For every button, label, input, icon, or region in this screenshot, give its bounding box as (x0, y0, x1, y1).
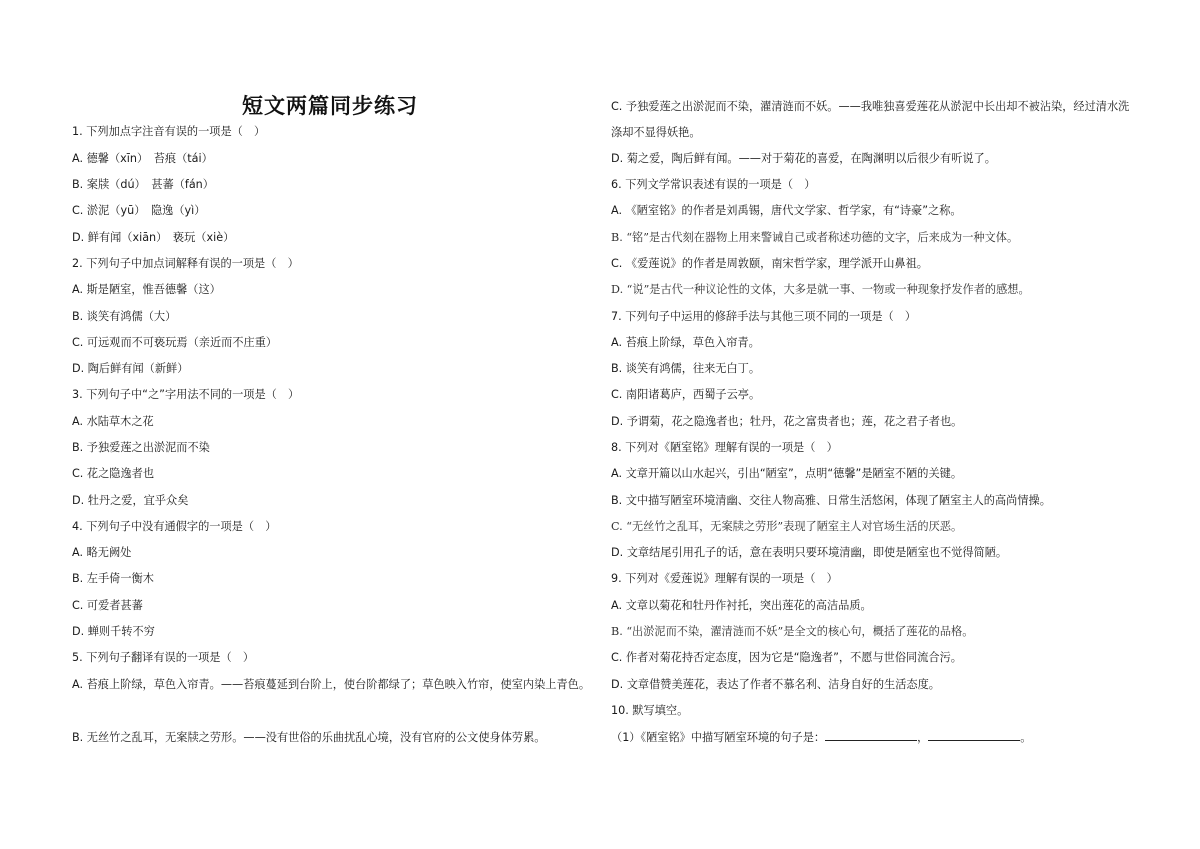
question-1: 1. 下列加点字注音有误的一项是（ ） (72, 125, 266, 138)
q3-option-d: D. 牡丹之爱，宜乎众矣 (72, 494, 189, 507)
question-8: 8. 下列对《陋室铭》理解有误的一项是（ ） (611, 441, 838, 454)
q5-option-b: B. 无丝竹之乱耳，无案牍之劳形。——没有世俗的乐曲扰乱心境，没有官府的公文使身体劳累。 (72, 731, 546, 744)
question-10: 10. 默写填空。 (611, 704, 689, 717)
question-9: 9. 下列对《爱莲说》理解有误的一项是（ ） (611, 572, 838, 585)
question-7: 7. 下列句子中运用的修辞手法与其他三项不同的一项是（ ） (611, 310, 917, 323)
page-title: 短文两篇同步练习 (242, 94, 418, 118)
q5-option-d: D. 菊之爱，陶后鲜有闻。——对于菊花的喜爱，在陶渊明以后很少有听说了。 (611, 152, 996, 165)
q1-option-b: B. 案牍（dú） 甚蕃（fán） (72, 178, 214, 191)
q3-option-a: A. 水陆草木之花 (72, 415, 154, 428)
q8-option-d: D. 文章结尾引用孔子的话，意在表明只要环境清幽，即使是陋室也不觉得简陋。 (611, 546, 1008, 559)
q1-option-a: A. 德馨（xīn） 苔痕（tái） (72, 152, 213, 165)
q6-option-d: D. “说”是古代一种议论性的文体，大多是就一事、一物或一种现象抒发作者的感想。 (611, 283, 1030, 296)
q8-option-a: A. 文章开篇以山水起兴，引出“陋室”，点明“德馨”是陋室不陋的关键。 (611, 467, 963, 480)
q3-option-c: C. 花之隐逸者也 (72, 467, 155, 480)
q7-option-c: C. 南阳诸葛庐，西蜀子云亭。 (611, 388, 761, 401)
q2-option-a: A. 斯是陋室，惟吾德馨（这） (72, 283, 221, 296)
q4-option-b: B. 左手倚一衡木 (72, 572, 154, 585)
q5-option-a: A. 苔痕上阶绿，草色入帘青。——苔痕蔓延到台阶上，使台阶都绿了；草色映入竹帘，使室内染上青色。 (72, 678, 591, 691)
q4-option-c: C. 可爱者甚蕃 (72, 599, 143, 612)
question-4: 4. 下列句子中没有通假字的一项是（ ） (72, 520, 277, 533)
fill-blank-1[interactable] (825, 730, 917, 741)
q6-option-c: C. 《爱莲说》的作者是周敦颐，南宋哲学家，理学派开山鼻祖。 (611, 257, 928, 270)
q1-option-c: C. 淤泥（yū） 隐逸（yì） (72, 204, 206, 217)
fill-in-prefix: （1）《陋室铭》中描写陋室环境的句子是： (611, 731, 826, 744)
q1-option-d: D. 鲜有闻（xiān） 亵玩（xiè） (72, 231, 235, 244)
q9-option-a: A. 文章以菊花和牡丹作衬托，突出莲花的高洁品质。 (611, 599, 872, 612)
q7-option-a: A. 苔痕上阶绿，草色入帘青。 (611, 336, 760, 349)
q2-option-c: C. 可远观而不可亵玩焉（亲近而不庄重） (72, 336, 278, 349)
q7-option-d: D. 予谓菊，花之隐逸者也；牡丹，花之富贵者也；莲，花之君子者也。 (611, 415, 963, 428)
question-3: 3. 下列句子中“之”字用法不同的一项是（ ） (72, 388, 300, 401)
q8-option-c: C. “无丝竹之乱耳，无案牍之劳形”表现了陋室主人对官场生活的厌恶。 (611, 520, 963, 533)
q5-option-c: C. 予独爱莲之出淤泥而不染，濯清涟而不妖。——我唯独喜爱莲花从淤泥中长出却不被沾染，经过清水洗涤却不显得妖艳。 (611, 100, 1130, 139)
q8-option-b: B. 文中描写陋室环境清幽、交往人物高雅、日常生活悠闲，体现了陋室主人的高尚情操。 (611, 494, 1051, 507)
q9-option-d: D. 文章借赞美莲花，表达了作者不慕名利、洁身自好的生活态度。 (611, 678, 940, 691)
fill-in-item-1 (611, 730, 1032, 746)
q3-option-b: B. 予独爱莲之出淤泥而不染 (72, 441, 210, 454)
fill-in-separator: ， (917, 731, 929, 744)
q4-option-a: A. 略无阙处 (72, 546, 132, 559)
q2-option-b: B. 谈笑有鸿儒（大） (72, 310, 177, 323)
q7-option-b: B. 谈笑有鸿儒，往来无白丁。 (611, 362, 761, 375)
q4-option-d: D. 蝉则千转不穷 (72, 625, 155, 638)
fill-in-end: 。 (1020, 731, 1032, 744)
q6-option-b: B. “铭”是古代刻在器物上用来警诫自己或者称述功德的文字，后来成为一种文体。 (611, 231, 1019, 244)
q9-option-b: B. “出淤泥而不染，濯清涟而不妖”是全文的核心句，概括了莲花的品格。 (611, 625, 974, 638)
q9-option-c: C. 作者对菊花持否定态度，因为它是“隐逸者”，不愿与世俗同流合污。 (611, 651, 962, 664)
question-6: 6. 下列文学常识表述有误的一项是（ ） (611, 178, 816, 191)
question-5: 5. 下列句子翻译有误的一项是（ ） (72, 651, 255, 664)
fill-blank-2[interactable] (928, 730, 1020, 741)
q2-option-d: D. 陶后鲜有闻（新鲜） (72, 362, 189, 375)
q6-option-a: A. 《陋室铭》的作者是刘禹锡，唐代文学家、哲学家，有“诗豪”之称。 (611, 204, 962, 217)
question-2: 2. 下列句子中加点词解释有误的一项是（ ） (72, 257, 299, 270)
